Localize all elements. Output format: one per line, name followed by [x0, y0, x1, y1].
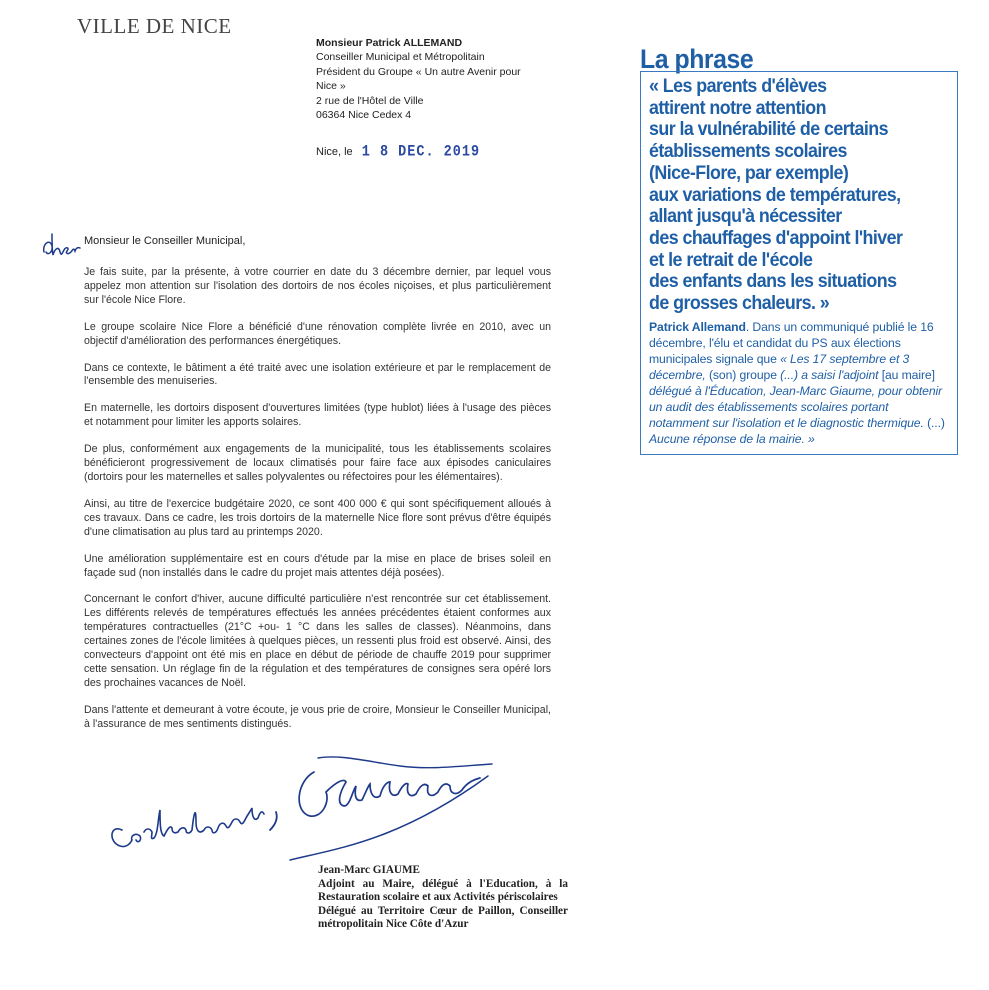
letter-paragraph: Dans ce contexte, le bâtiment a été traité avec une isolation extérieure et par le remplacement de l'ensemble des menuiseries. — [84, 361, 551, 388]
phrase-quote — [649, 76, 947, 315]
phrase-caption — [649, 319, 951, 447]
letter-paragraph: Concernant le confort d'hiver, aucune difficulté particulière n'est rencontrée sur cet établissement. Les différents relevés de températures effectués les années précédentes étaient conformes aux températures contractuelles (21°C +ou- 1 °C dans les salles de classes). Néanmoins, dans certaines zones de l'école limitées à quelques pièces, un ressenti plus froid est observé. Ainsi, des convecteurs d'appoint ont été mis en place en début de période de chauffe 2019 pour supprimer cette sensation. Un réglage fin de la régulation et des températures de consignes sera opéré lors des prochaines vacances de Noël. — [84, 593, 551, 689]
salutation: Monsieur le Conseiller Municipal, — [84, 235, 246, 247]
quote-line: allant jusqu'à nécessiter — [649, 206, 842, 228]
recipient-line: Président du Groupe « Un autre Avenir pour — [316, 65, 521, 78]
caption-quote: (...) a saisi l'adjoint — [776, 367, 882, 382]
letter-body — [84, 266, 551, 745]
signer-title: Adjoint au Maire, délégué à l'Education, à la Restauration scolaire et aux Activités périscolaires — [318, 877, 568, 904]
signature-drawing — [100, 752, 500, 872]
letter-paragraph: Ainsi, au titre de l'exercice budgétaire 2020, ce sont 400 000 € qui sont spécifiquement alloués à ces travaux. Dans ce cadre, les trois dortoirs de la maternelle Nice flore sont prévus d'être équipés d'une climatisation au plus tard au printemps 2020. — [84, 497, 551, 538]
caption-quote: délégué à l'Éducation, Jean-Marc Giaume, pour obtenir un audit des établissements scolaires portant notamment sur l'isolation et le diagnostic thermique. — [649, 383, 943, 430]
letter-paragraph: En maternelle, les dortoirs disposent d'ouvertures limitées (type hublot) liées à l'usage des pièces et notamment pour limiter les apports solaires. — [84, 402, 551, 429]
letter-paragraph: Une amélioration supplémentaire est en cours d'étude par la mise en place de brises soleil en façade sud (non installés dans le cadre du projet mais attentes déjà posées). — [84, 552, 551, 579]
quote-line: (Nice-Flore, par exemple) — [649, 162, 849, 184]
handwritten-greeting-drawing — [40, 230, 82, 260]
date-stamp: 1 8 DEC. 2019 — [361, 143, 481, 162]
quote-line: aux variations de températures, — [649, 184, 901, 206]
signer-name: Jean-Marc GIAUME — [318, 864, 421, 876]
date-prefix: Nice, le — [316, 146, 353, 158]
caption-plain: [au maire] — [881, 367, 935, 382]
caption-author: Patrick Allemand — [649, 319, 746, 334]
caption-intro: . Dans un communiqué publié le 16 décembre, l'élu et candidat du PS aux élections municipales signale que — [649, 319, 934, 366]
letter-paragraph: Le groupe scolaire Nice Flore a bénéficié d'une rénovation complète livrée en 2010, avec un objectif d'amélioration des performances énergétiques. — [84, 320, 551, 347]
caption-plain: (son) groupe — [708, 367, 777, 382]
quote-line: attirent notre attention — [649, 97, 826, 119]
handwritten-greeting — [40, 230, 82, 265]
phrase-heading: La phrase — [640, 44, 754, 74]
recipient-line: 06364 Nice Cedex 4 — [316, 109, 412, 122]
recipient-line: Conseiller Municipal et Métropolitain — [316, 51, 485, 64]
quote-line: des chauffages d'appoint l'hiver — [649, 227, 903, 249]
recipient-address-block — [316, 36, 556, 122]
phrase-box — [640, 71, 958, 455]
quote-line: de grosses chaleurs. » — [649, 293, 830, 315]
signer-title: Délégué au Territoire Cœur de Paillon, Conseiller métropolitain Nice Côte d'Azur — [318, 904, 568, 931]
letter-date — [316, 145, 480, 160]
caption-plain: (...) — [927, 415, 945, 430]
quote-line: et le retrait de l'école — [649, 249, 813, 271]
recipient-line: 2 rue de l'Hôtel de Ville — [316, 94, 424, 107]
caption-quote: « Les 17 septembre et 3 décembre, — [649, 351, 910, 382]
letter-paragraph: De plus, conformément aux engagements de la municipalité, tous les établissements scolaires bénéficieront progressivement de locaux climatisés pour faire face aux épisodes caniculaires (dortoirs pour les maternelles et salles polyvalentes ou réfectoires pour les élémentaires). — [84, 443, 551, 483]
recipient-name: Monsieur Patrick ALLEMAND — [316, 37, 463, 49]
signer-block — [318, 864, 568, 932]
quote-line: établissements scolaires — [649, 141, 847, 163]
recipient-line: Nice » — [316, 80, 346, 93]
quote-line: « Les parents d'élèves — [649, 76, 827, 97]
letter-paragraph: Je fais suite, par la présente, à votre courrier en date du 3 décembre dernier, par lequel vous appelez mon attention sur l'isolation des dortoirs de nos écoles niçoises, et plus particulièrement sur l'école Nice Flore. — [84, 266, 551, 306]
handwritten-signature — [100, 752, 500, 877]
letter-paragraph: Dans l'attente et demeurant à votre écoute, je vous prie de croire, Monsieur le Conseiller Municipal, à l'assurance de mes sentiments distingués. — [84, 703, 551, 730]
quote-line: des enfants dans les situations — [649, 271, 897, 293]
caption-quote: Aucune réponse de la mairie. » — [649, 431, 815, 446]
quote-line: sur la vulnérabilité de certains — [649, 119, 889, 141]
city-letterhead-title: VILLE DE NICE — [77, 14, 232, 38]
